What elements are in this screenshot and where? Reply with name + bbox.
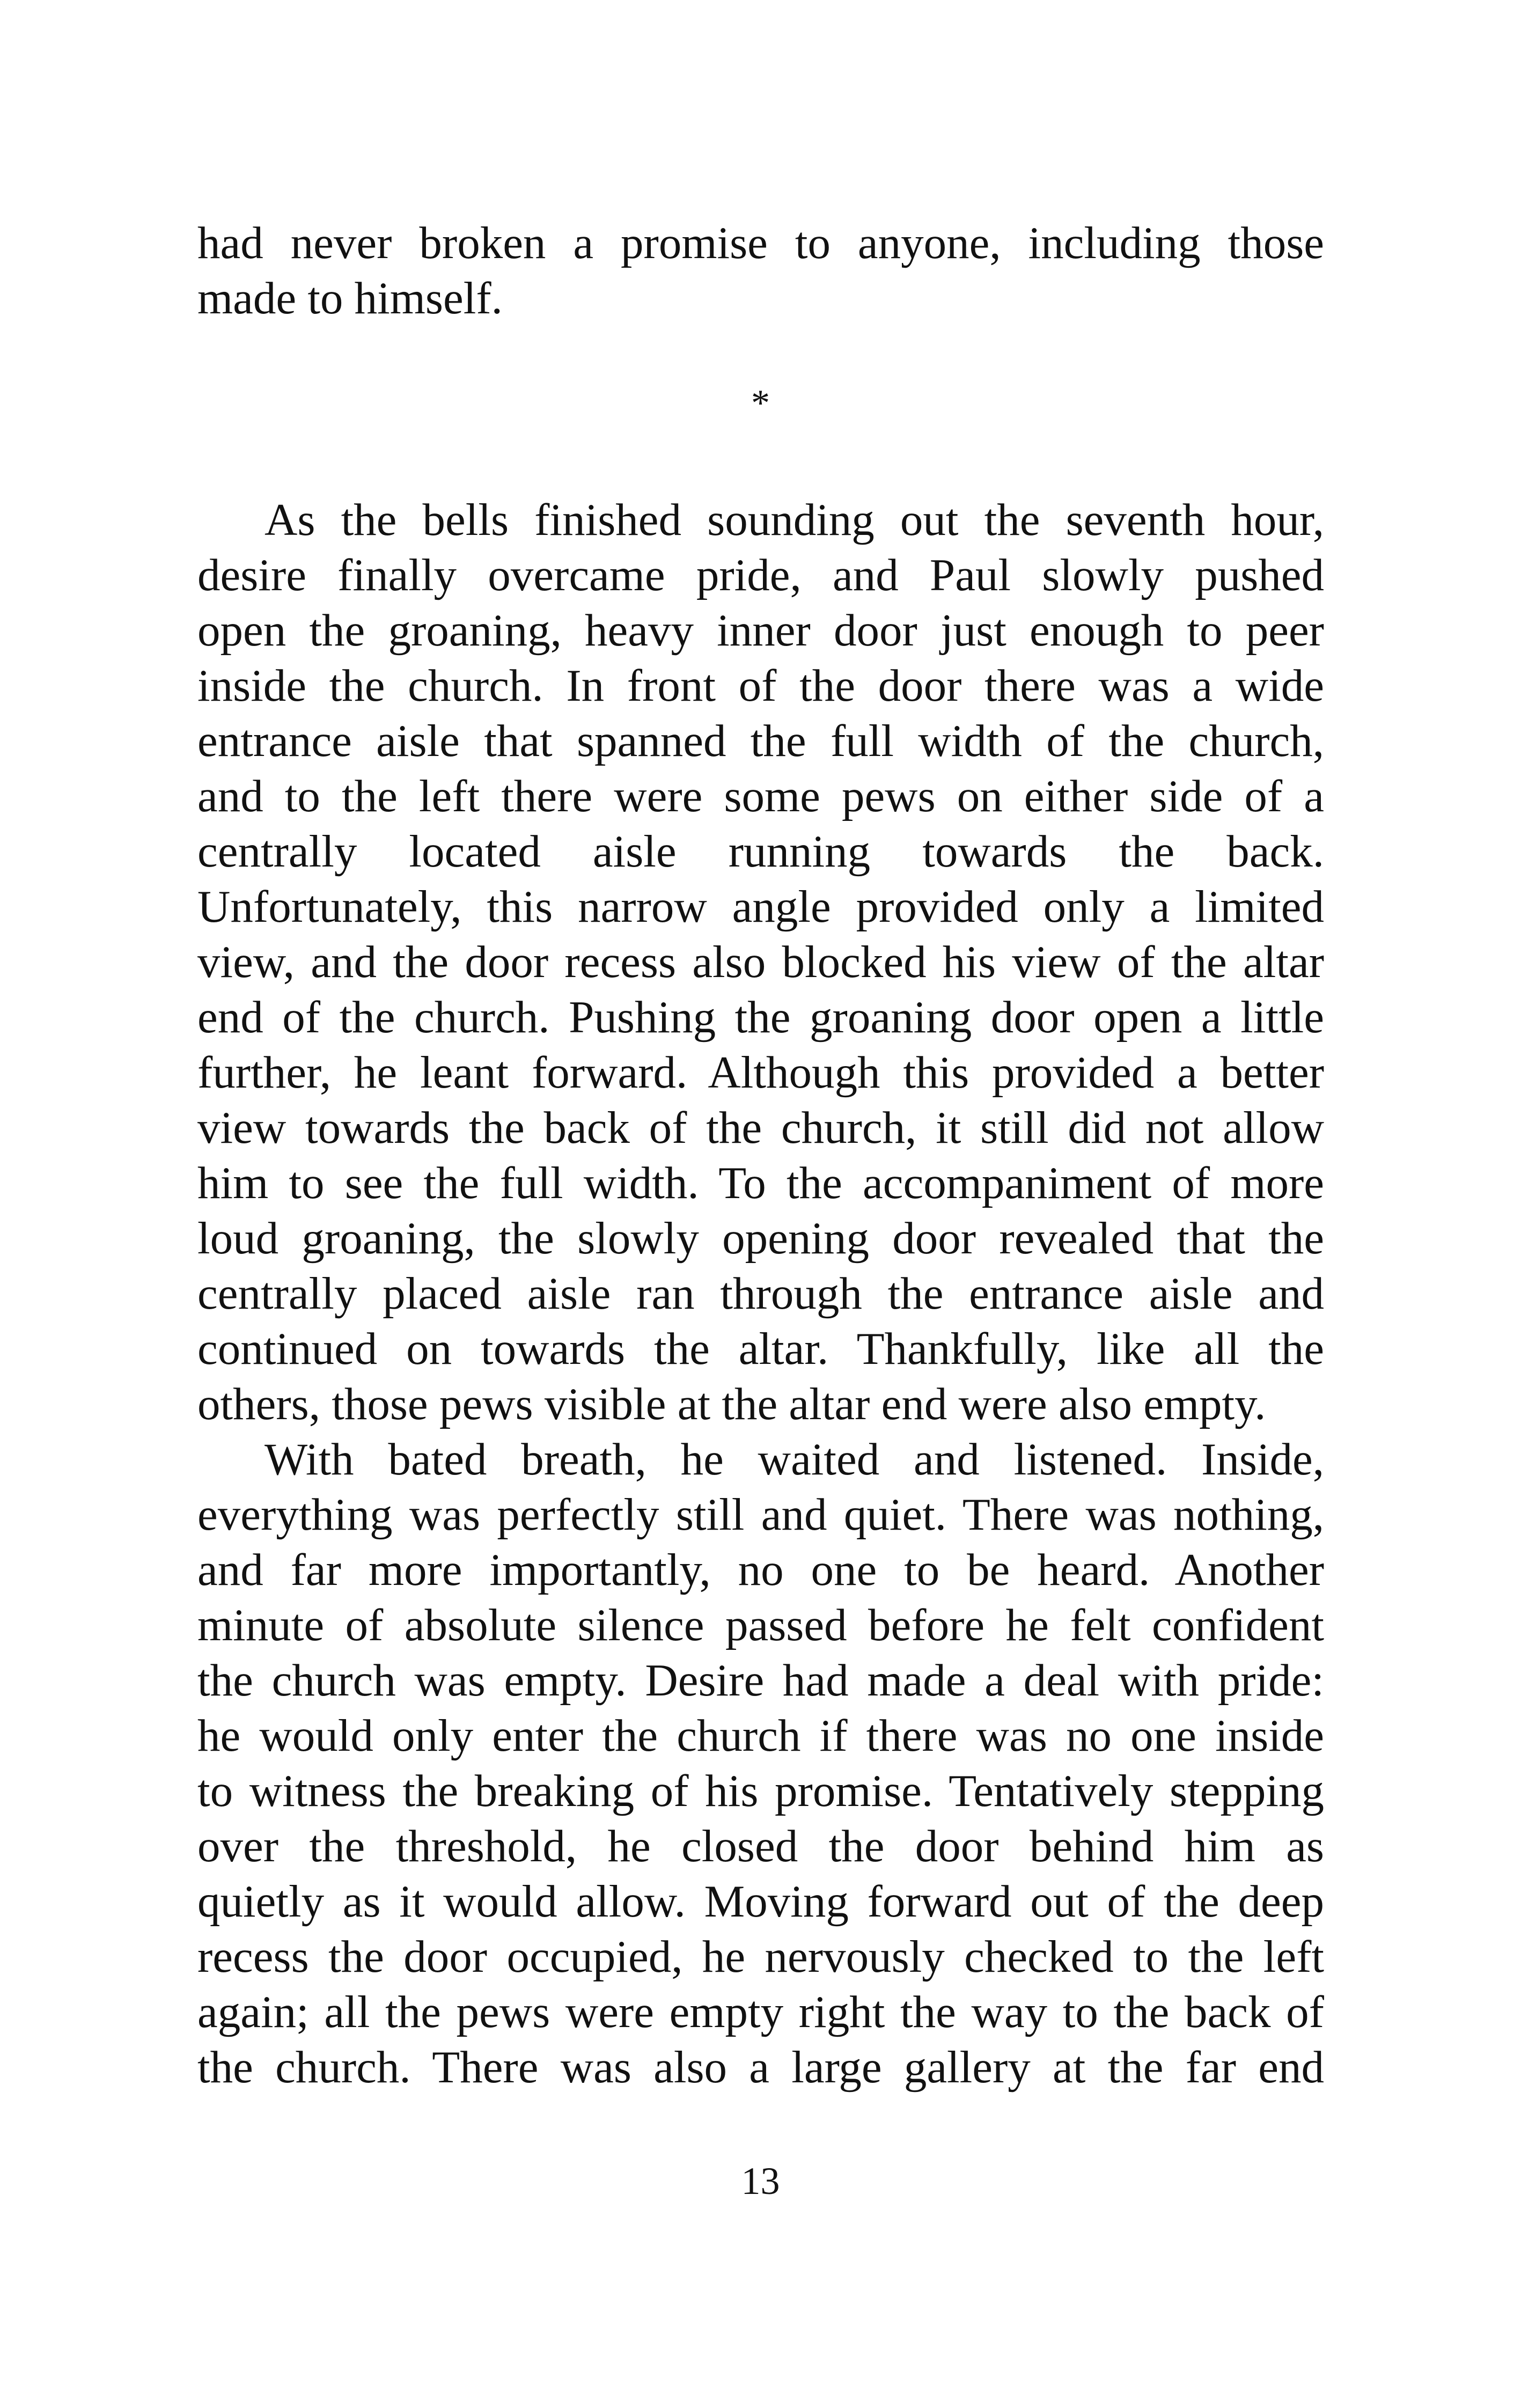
- text-line: quietly as it would allow. Moving forward out of the deep: [197, 1876, 1324, 1927]
- text-line: and to the left there were some pews on either side of a: [197, 771, 1324, 821]
- text-line: With bated breath, he waited and listened. Inside,: [264, 1434, 1324, 1485]
- text-line: As the bells finished sounding out the seventh hour,: [264, 495, 1324, 545]
- text-line: Unfortunately, this narrow angle provided only a limited: [197, 882, 1324, 932]
- text-line: others, those pews visible at the altar end were also empty.: [197, 1379, 1266, 1429]
- section-separator: *: [751, 383, 770, 424]
- text-line: centrally placed aisle ran through the entrance aisle and: [197, 1268, 1324, 1319]
- text-line: inside the church. In front of the door there was a wide: [197, 660, 1324, 711]
- text-line: the church. There was also a large gallery at the far end: [197, 2042, 1324, 2093]
- text-line: he would only enter the church if there was no one inside: [197, 1710, 1324, 1761]
- opening-text: [197, 216, 1324, 326]
- paragraph-2: [197, 1432, 1324, 2095]
- text-line: end of the church. Pushing the groaning door open a little: [197, 992, 1324, 1043]
- text-line: everything was perfectly still and quiet. There was nothing,: [197, 1489, 1324, 1540]
- text-line: minute of absolute silence passed before he felt confident: [197, 1600, 1324, 1650]
- text-line: desire finally overcame pride, and Paul slowly pushed: [197, 550, 1324, 600]
- text-line: open the groaning, heavy inner door just enough to peer: [197, 605, 1324, 656]
- text-line: him to see the full width. To the accompaniment of more: [197, 1158, 1324, 1208]
- text-line: had never broken a promise to anyone, including those: [197, 218, 1324, 268]
- text-line: further, he leant forward. Although this provided a better: [197, 1047, 1324, 1098]
- text-line: made to himself.: [197, 273, 503, 324]
- text-line: view towards the back of the church, it still did not allow: [197, 1103, 1324, 1153]
- page-number: 13: [741, 2160, 780, 2203]
- text-line: view, and the door recess also blocked his view of the altar: [197, 937, 1324, 987]
- text-line: continued on towards the altar. Thankfully, like all the: [197, 1324, 1324, 1374]
- text-line: again; all the pews were empty right the way to the back of: [197, 1987, 1324, 2037]
- text-line: entrance aisle that spanned the full width of the church,: [197, 716, 1324, 766]
- text-line: centrally located aisle running towards the back.: [197, 826, 1324, 877]
- text-line: loud groaning, the slowly opening door revealed that the: [197, 1213, 1324, 1264]
- body-text: [197, 493, 1324, 2095]
- paragraph-1: [197, 493, 1324, 1432]
- text-line: over the threshold, he closed the door behind him as: [197, 1821, 1324, 1871]
- text-line: recess the door occupied, he nervously checked to the left: [197, 1932, 1324, 1982]
- text-line: to witness the breaking of his promise. Tentatively stepping: [197, 1766, 1324, 1816]
- text-line: and far more importantly, no one to be heard. Another: [197, 1545, 1324, 1595]
- text-line: the church was empty. Desire had made a deal with pride:: [197, 1655, 1324, 1706]
